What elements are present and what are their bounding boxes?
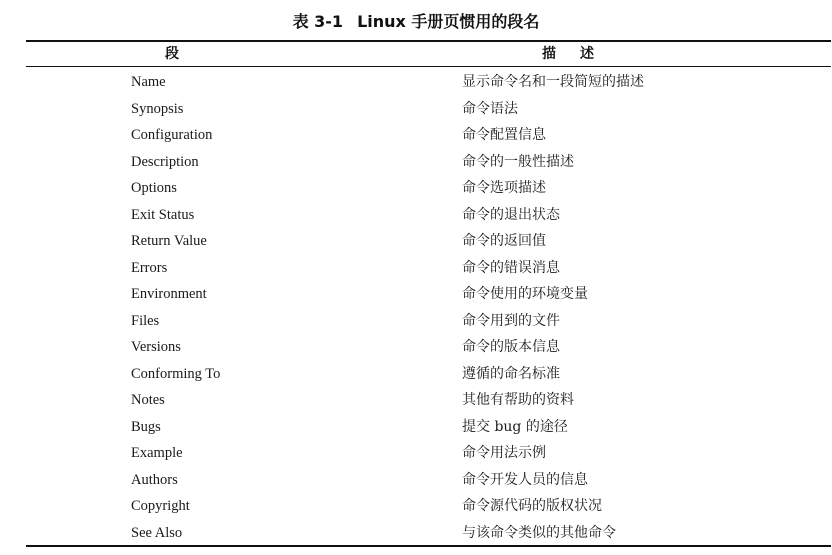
table-row xyxy=(0,467,832,494)
table-row xyxy=(0,414,832,441)
section-description: 其他有帮助的资料 xyxy=(462,392,574,408)
table-caption-title: Linux 手册页惯用的段名 xyxy=(357,12,540,31)
section-description: 与该命令类似的其他命令 xyxy=(462,524,616,541)
section-name: Copyright xyxy=(131,498,190,514)
section-description: 命令的返回值 xyxy=(462,233,546,249)
section-name: Return Value xyxy=(131,233,207,249)
section-description: 命令使用的环境变量 xyxy=(462,286,588,302)
section-name: Bugs xyxy=(131,418,161,435)
section-description: 命令的错误消息 xyxy=(462,259,560,276)
section-description: 显示命令名和一段简短的描述 xyxy=(462,74,644,90)
table-row xyxy=(0,228,832,255)
table-row xyxy=(0,255,832,282)
table-row xyxy=(0,281,832,308)
section-description: 命令的退出状态 xyxy=(462,206,560,223)
table-row xyxy=(0,334,832,361)
table-row xyxy=(0,440,832,467)
section-description: 命令开发人员的信息 xyxy=(462,471,588,488)
section-name: Options xyxy=(131,180,177,196)
section-description: 命令的版本信息 xyxy=(462,339,560,355)
section-description: 命令选项描述 xyxy=(462,180,546,196)
section-name: See Also xyxy=(131,524,183,541)
table-row xyxy=(0,69,832,96)
section-description: 命令源代码的版权状况 xyxy=(462,498,602,514)
table-body xyxy=(0,69,832,546)
section-name: Versions xyxy=(131,339,181,355)
table-row xyxy=(0,520,832,547)
table-row xyxy=(0,308,832,335)
section-description: 命令用法示例 xyxy=(462,445,546,461)
section-name: Synopsis xyxy=(131,100,184,117)
table-header-rule xyxy=(26,66,831,67)
section-name: Name xyxy=(131,74,166,90)
table-row xyxy=(0,202,832,229)
section-description: 命令语法 xyxy=(462,100,518,117)
column-header-section: 段 xyxy=(165,46,179,62)
section-name: Notes xyxy=(131,392,165,408)
section-description: 命令用到的文件 xyxy=(462,312,560,329)
column-header-description: 描述 xyxy=(542,46,618,62)
section-name: Files xyxy=(131,312,160,329)
table-bottom-rule xyxy=(26,545,831,547)
section-name: Configuration xyxy=(131,127,213,143)
section-name: Authors xyxy=(131,471,178,488)
section-name: Exit Status xyxy=(131,206,195,223)
section-description: 命令的一般性描述 xyxy=(462,153,574,170)
table-row xyxy=(0,122,832,149)
section-name: Environment xyxy=(131,286,207,302)
table-row xyxy=(0,493,832,520)
section-description: 提交 bug 的途径 xyxy=(462,418,568,435)
table-top-rule xyxy=(26,40,831,42)
section-name: Example xyxy=(131,445,183,461)
section-name: Description xyxy=(131,153,199,170)
table-caption xyxy=(0,11,832,33)
section-description: 命令配置信息 xyxy=(462,127,546,143)
table-row xyxy=(0,96,832,123)
table-caption-number: 表 3-1 xyxy=(292,12,344,31)
section-name: Errors xyxy=(131,259,168,276)
table-row xyxy=(0,149,832,176)
table-row xyxy=(0,387,832,414)
section-description: 遵循的命名标准 xyxy=(462,365,560,382)
table-row xyxy=(0,175,832,202)
section-name: Conforming To xyxy=(131,365,221,382)
table-row xyxy=(0,361,832,388)
